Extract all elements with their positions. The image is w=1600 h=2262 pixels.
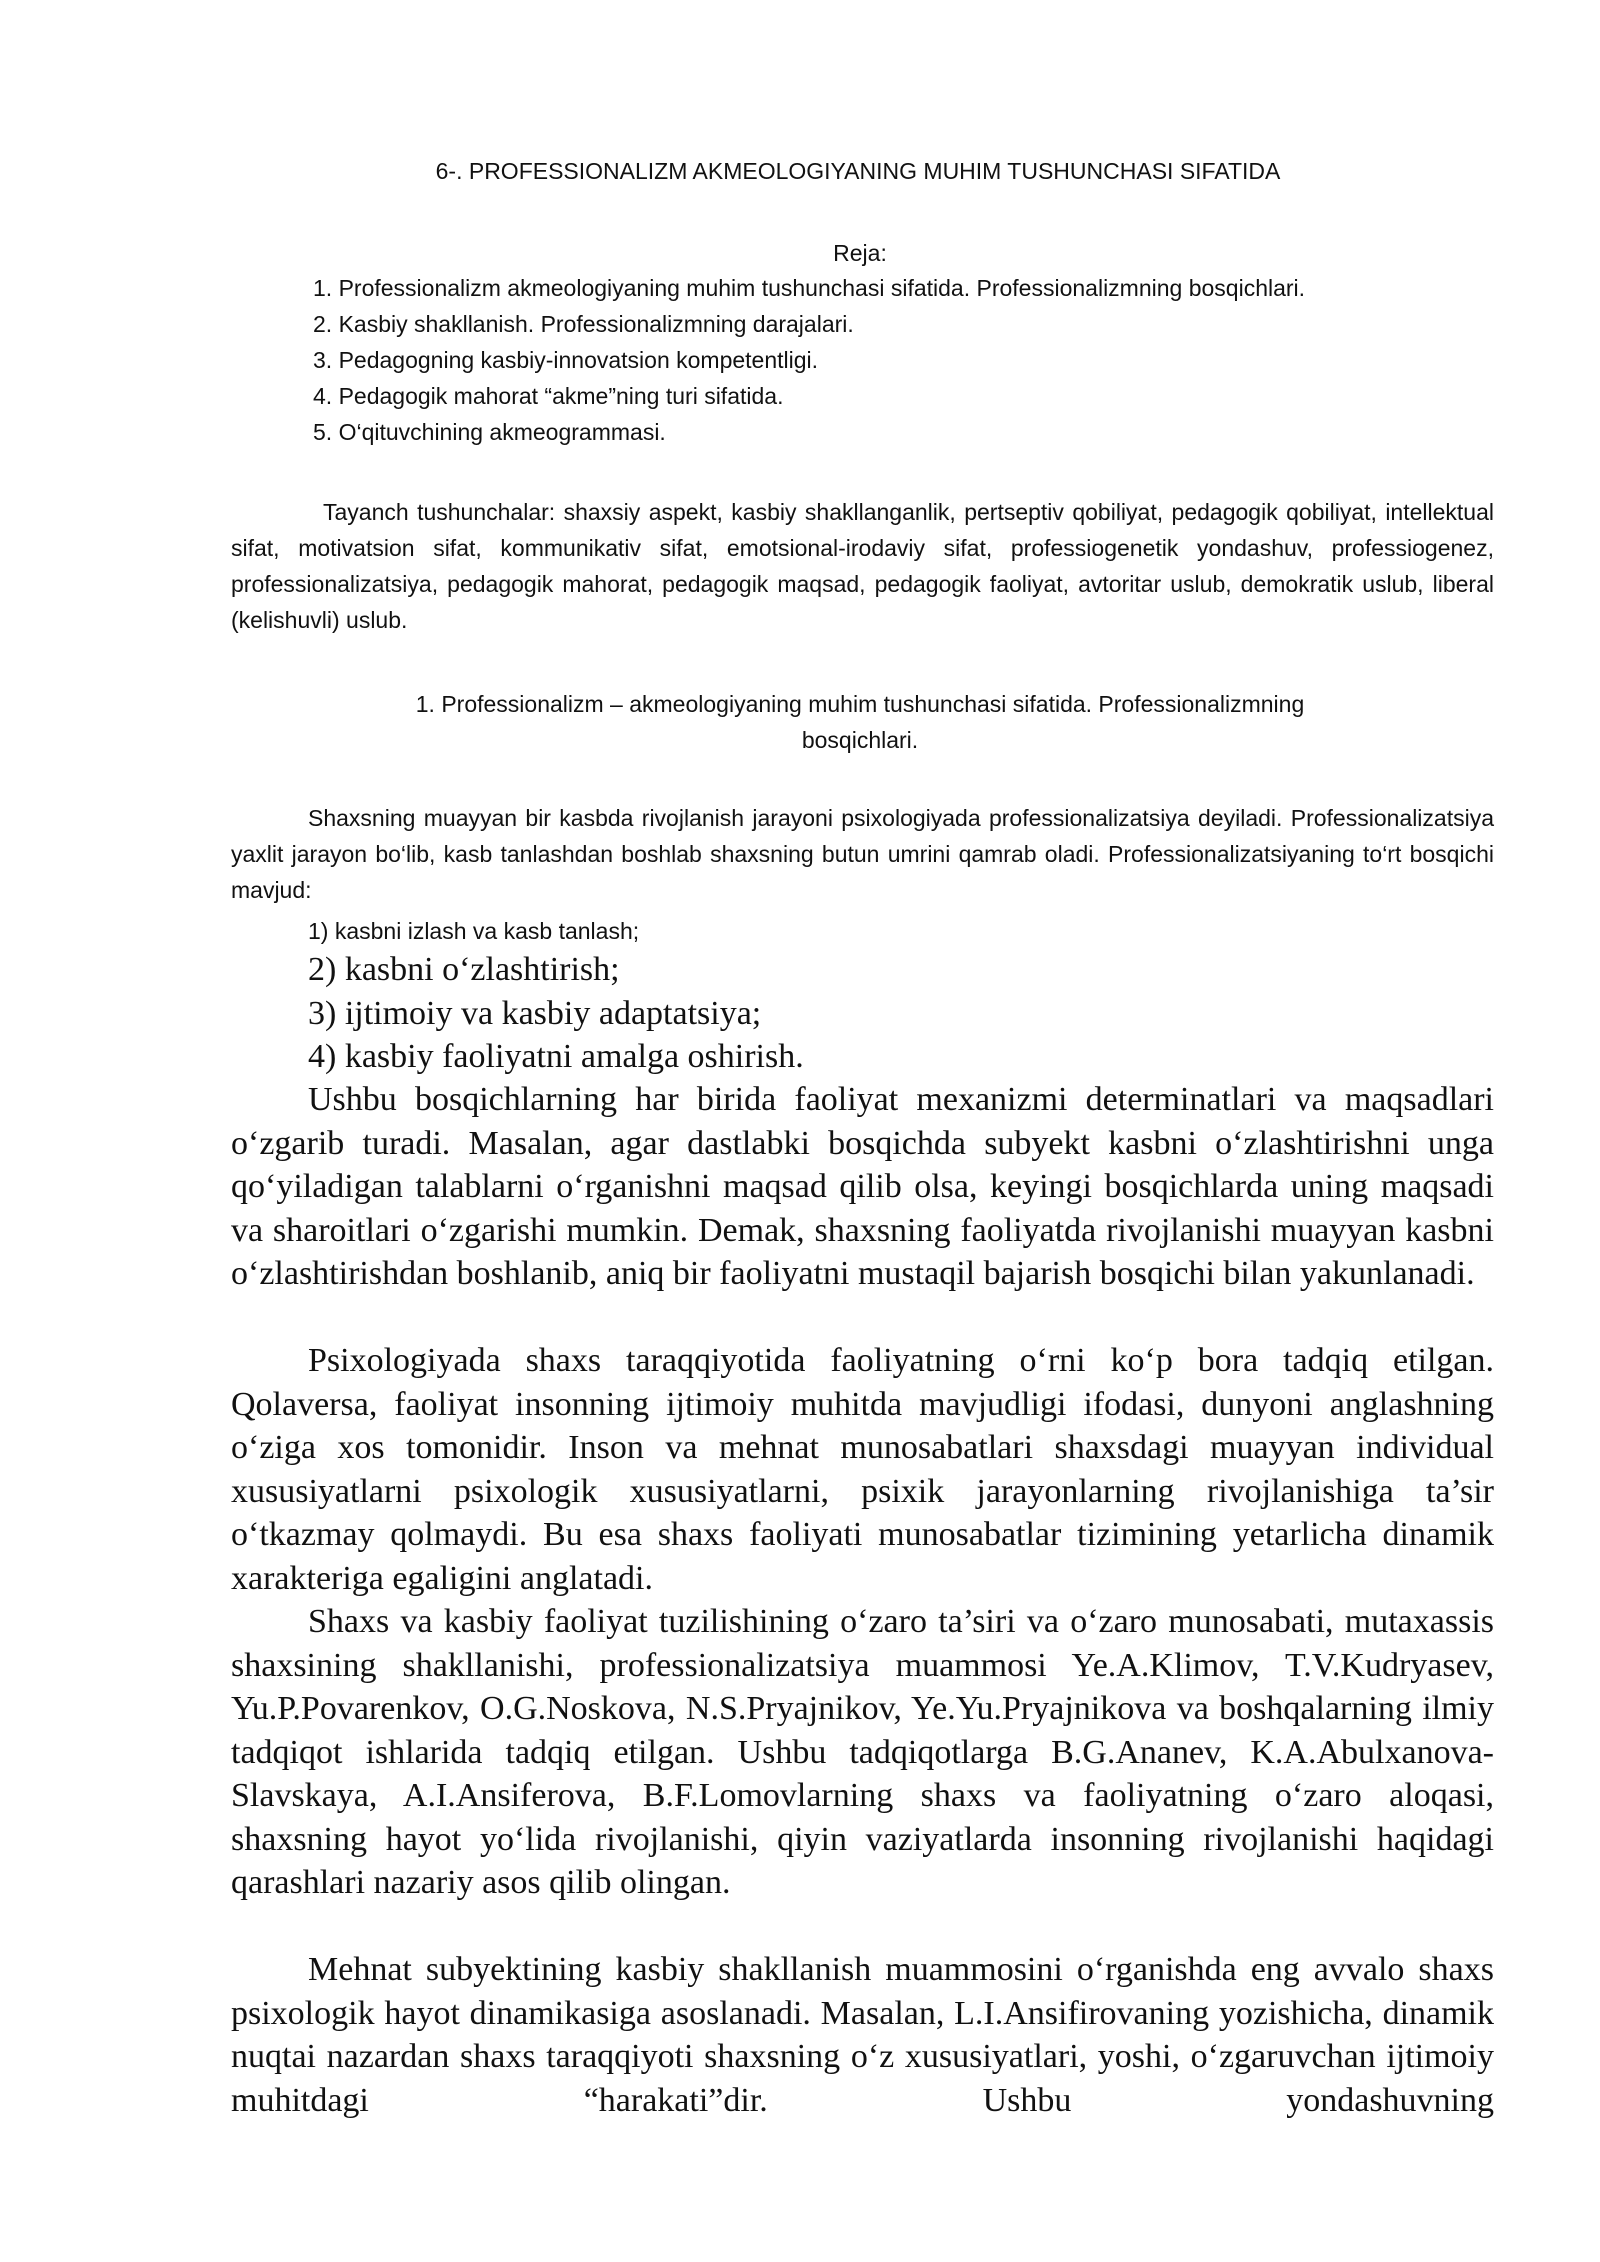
body-paragraph: Shaxs va kasbiy faoliyat tuzilishining o‘zaro ta’siri va o‘zaro munosabati, mutaxassis shaxsining shakllanishi, professionalizatsiya muammosi Ye.A.Klimov, T.V.Kudryasev, Yu.P.Povarenkov, O.G.Noskova, N.S.Pryajnikov, Ye.Yu.Pryajnikova va boshqalarning ilmiy tadqiqot ishlarida tadqiq etilgan. Ushbu tadqiqotlarga B.G.Ananev, K.A.Abulxanova-Slavskaya, A.I.Ansiferova, B.F.Lomovlarning shaxs va faoliyatning o‘zaro aloqasi, shaxsning hayot yo‘lida rivojlanishi, qiyin vaziyatlarda insonning rivojlanishi haqidagi qarashlari nazariy asos qilib olingan. bbox=[231, 1603, 1494, 1901]
body-paragraph: Psixologiyada shaxs taraqqiyotida faoliyatning o‘rni ko‘p bora tadqiq etilgan. Qolaversa, faoliyat insonning ijtimoiy muhitda mavjudligi ifodasi, dunyoni anglashning o‘ziga xos tomonidir. Inson va mehnat munosabatlari shaxsdagi muayyan individual xususiyatlarni psixologik xususiyatlarni, psixik jarayonlarning rivojlanishiga ta’sir o‘tkazmay qolmaydi. Bu esa shaxs faoliyati munosabatlar tizimining yetarlicha dinamik xarakteriga egaligini anglatadi. bbox=[231, 1342, 1494, 1597]
plan-item: 4. Pedagogik mahorat “akme”ning turi sifatida. bbox=[313, 383, 784, 409]
stage-item: 3) ijtimoiy va kasbiy adaptatsiya; bbox=[308, 994, 762, 1032]
plan-list bbox=[313, 270, 1513, 450]
key-terms-paragraph: Tayanch tushunchalar: shaxsiy aspekt, kasbiy shakllanganlik, pertseptiv qobiliyat, pedagogik qobiliyat, intellektual sifat, motivatsion sifat, kommunikativ sifat, emotsional-irodaviy sifat, professiogenetik yondashuv, professiogenez, professionalizatsiya, pedagogik mahorat, pedagogik maqsad, pedagogik faoliyat, avtoritar uslub, demokratik uslub, liberal (kelishuvli) uslub. bbox=[231, 499, 1494, 633]
stage-item: 1) kasbni izlash va kasb tanlash; bbox=[308, 918, 640, 944]
plan-item: 5. O‘qituvchining akmeogrammasi. bbox=[313, 419, 666, 445]
body-paragraph: Ushbu bosqichlarning har birida faoliyat mexanizmi determinatlari va maqsadlari o‘zgarib turadi. Masalan, agar dastlabki bosqichda subyekt kasbni o‘zlashtirishni unga qo‘yiladigan talablarni o‘rganishni maqsad qilib olsa, keyingi bosqichlarda uning maqsadi va sharoitlari o‘zgarishi mumkin. Demak, shaxsning faoliyatda rivojlanishi muayyan kasbni o‘zlashtirishdan boshlanib, aniq bir faoliyatni mustaqil bajarish bosqichi bilan yakunlanadi. bbox=[231, 1081, 1494, 1292]
stages-list bbox=[308, 948, 1408, 1079]
body-paragraph: Mehnat subyektining kasbiy shakllanish muammosini o‘rganishda eng avvalo shaxs psixologik hayot dinamikasiga asoslanadi. Masalan, L.I.Ansifirovaning yozishicha, dinamik nuqtai nazardan shaxs taraqqiyoti shaxsning o‘z xususiyatlari, yoshi, o‘zgaruvchan ijtimoiy muhitdagi “harakati”dir. Ushbu yondashuvning bbox=[231, 1951, 1494, 2119]
plan-item: 1. Professionalizm akmeologiyaning muhim tushunchasi sifatida. Professionalizmning bosqichlari. bbox=[313, 275, 1306, 301]
plan-item: 3. Pedagogning kasbiy-innovatsion kompetentligi. bbox=[313, 347, 819, 373]
plan-item: 2. Kasbiy shakllanish. Professionalizmning darajalari. bbox=[313, 311, 854, 337]
plan-heading: Reja: bbox=[833, 240, 887, 266]
document-title: 6-. PROFESSIONALIZM AKMEOLOGIYANING MUHIM TUSHUNCHASI SIFATIDA bbox=[435, 158, 1281, 184]
section-heading-line: bosqichlari. bbox=[801, 727, 919, 753]
stage-item: 4) kasbiy faoliyatni amalga oshirish. bbox=[308, 1038, 804, 1075]
intro-paragraph: Shaxsning muayyan bir kasbda rivojlanish jarayoni psixologiyada professionalizatsiya deyiladi. Professionalizatsiya yaxlit jarayon bo‘lib, kasb tanlashdan boshlab shaxsning butun umrini qamrab oladi. Professionalizatsiyaning to‘rt bosqichi mavjud: bbox=[231, 805, 1494, 903]
section-heading-line: 1. Professionalizm – akmeologiyaning muhim tushunchasi sifatida. Professionalizmning bbox=[415, 691, 1305, 717]
section-heading bbox=[250, 686, 1470, 758]
stage-item: 2) kasbni o‘zlashtirish; bbox=[308, 951, 620, 988]
